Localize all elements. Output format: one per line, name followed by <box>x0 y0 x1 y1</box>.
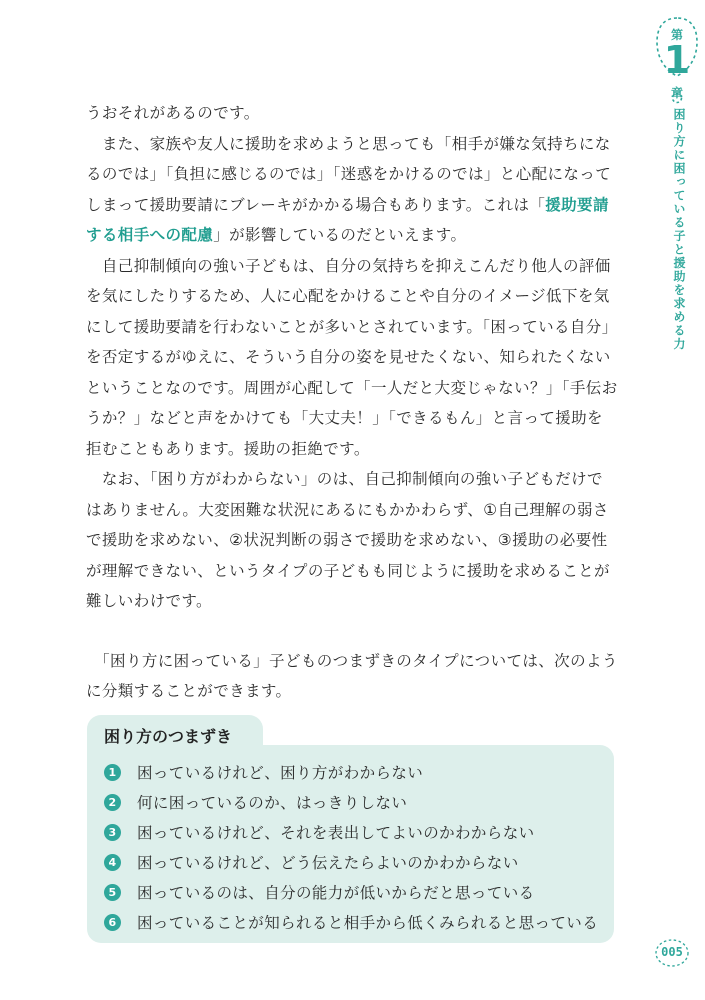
chapter-title: 困り方に困っている子と援助を求める力 <box>672 108 686 351</box>
page-number <box>654 938 690 968</box>
chapter-suffix: 章 <box>670 86 683 100</box>
list-item <box>104 757 609 787</box>
paragraph-gap <box>86 617 618 646</box>
list-item-text: 何に困っているのか、はっきりしない <box>137 794 408 812</box>
highlighted-term: 援助要請する相手への配慮 <box>86 195 609 244</box>
number-badge-icon: 2 <box>104 794 121 811</box>
number-badge-icon: 3 <box>104 824 121 841</box>
list-item <box>104 787 609 817</box>
number-badge-icon: 4 <box>104 854 121 871</box>
list-item-text: 困っていることが知られると相手から低くみられると思っている <box>137 914 599 932</box>
chapter-prefix: 第 <box>670 28 683 42</box>
number-badge-icon: 1 <box>104 764 121 781</box>
list-item-text: 困っているけれど、どう伝えたらよいのかわからない <box>137 854 519 872</box>
chapter-tab <box>653 14 701 104</box>
list-title: 困り方のつまずき <box>104 727 233 746</box>
paragraph <box>86 129 618 251</box>
paragraph: 「困り方に困っている」子どものつまずきのタイプについては、次のように分類することができます。 <box>86 651 618 700</box>
list-item-text: 困っているのは、自分の能力が低いからだと思っている <box>137 884 535 902</box>
page-number-text: 005 <box>661 945 683 959</box>
paragraph: なお、「困り方がわからない」のは、自己抑制傾向の強い子どもだけではありません。大変困難な状況にあるにもかかわらず、①自己理解の弱さで援助を求めない、②状況判断の弱さで援助を求めない、③援助の必要性が理解できない、というタイプの子どもも同じように援助を求めることが難しいわけです。 <box>86 470 610 610</box>
paragraph-text: また、家族や友人に援助を求めようと思っても「相手が嫌な気持ちになるのでは」「負担に感じるのでは」「迷惑をかけるのでは」と心配になってしまって援助要請にブレーキがかかる場合もあります。これは「 <box>86 134 612 214</box>
number-badge-icon: 5 <box>104 884 121 901</box>
list-item <box>104 907 609 937</box>
paragraph: うおそれがあるのです。 <box>86 104 260 122</box>
list-item-text: 困っているけれど、それを表出してよいのかわからない <box>137 824 535 842</box>
body-text <box>86 98 618 707</box>
list-item <box>104 877 609 907</box>
list-items <box>104 757 609 937</box>
number-badge-icon: 6 <box>104 914 121 931</box>
chapter-number: 1 <box>663 38 691 82</box>
paragraph-text: 」が影響しているのだといえます。 <box>213 226 467 244</box>
list-item <box>104 817 609 847</box>
list-item <box>104 847 609 877</box>
paragraph: 自己抑制傾向の強い子どもは、自分の気持ちを抑えこんだり他人の評価を気にしたりするため、人に心配をかけることや自分のイメージ低下を気にして援助要請を行わないことが多いとされています。「困っている自分」を否定するがゆえに、そういう自分の姿を見せたくない、知られたくないということなのです。周囲が心配して「一人だと大変じゃない？」「手伝おうか？」などと声をかけても「大丈夫！」「できるもん」と言って援助を拒むこともあります。援助の拒絶です。 <box>86 256 618 458</box>
list-item-text: 困っているけれど、困り方がわからない <box>137 764 424 782</box>
